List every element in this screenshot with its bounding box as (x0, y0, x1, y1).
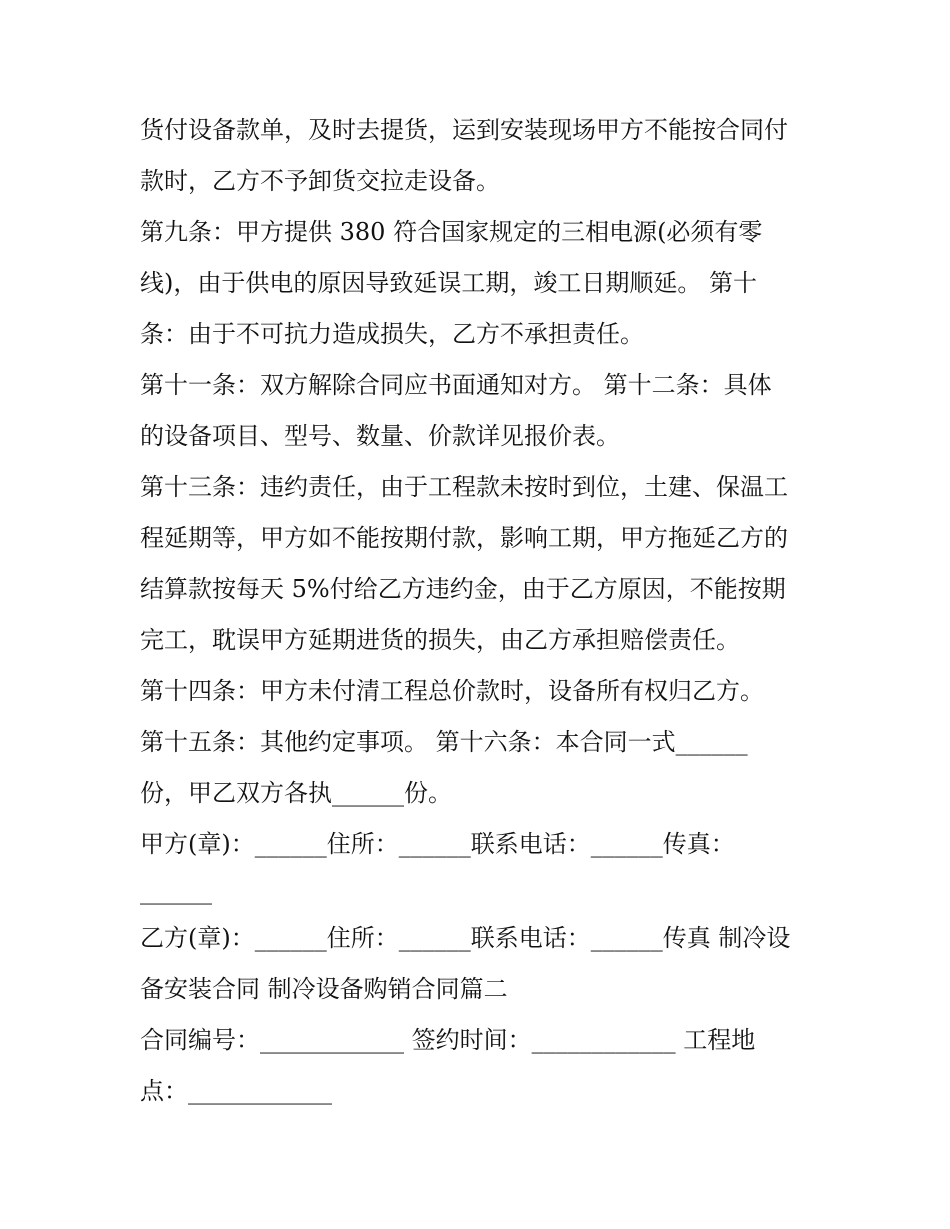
text-line: 第九条：甲方提供 380 符合国家规定的三相电源(必须有零 (140, 218, 763, 246)
text-line: 款时，乙方不予卸货交拉走设备。 (140, 167, 500, 195)
text-line: 线)，由于供电的原因导致延误工期，竣工日期顺延。 第十 (140, 269, 757, 297)
text-line: 第十三条：违约责任，由于工程款未按时到位，土建、保温工 (140, 473, 788, 501)
text-line: 第十五条：其他约定事项。 第十六条：本合同一式______ (140, 728, 748, 756)
text-line: 结算款按每天 5%付给乙方违约金，由于乙方原因，不能按期 (140, 575, 786, 603)
text-line: 第十四条：甲方未付清工程总价款时，设备所有权归乙方。 (140, 677, 764, 705)
contract-text (140, 105, 820, 1117)
text-line: 乙方(章)：______住所：______联系电话：______传真 制冷设 (140, 924, 791, 952)
text-line: 点：____________ (140, 1077, 332, 1105)
text-line: 的设备项目、型号、数量、价款详见报价表。 (140, 422, 620, 450)
text-line: 合同编号：____________ 签约时间：____________ 工程地 (140, 1026, 756, 1054)
text-line: 条：由于不可抗力造成损失，乙方不承担责任。 (140, 320, 644, 348)
text-line: 甲方(章)：______住所：______联系电话：______传真： (140, 830, 735, 858)
text-line: 备安装合同 制冷设备购销合同篇二 (140, 975, 508, 1003)
text-line: 货付设备款单，及时去提货，运到安装现场甲方不能按合同付 (140, 116, 788, 144)
text-line: 第十一条：双方解除合同应书面通知对方。 第十二条：具体 (140, 371, 772, 399)
text-line: 程延期等，甲方如不能按期付款，影响工期，甲方拖延乙方的 (140, 524, 788, 552)
text-line: 份，甲乙双方各执______份。 (140, 779, 452, 807)
text-line: 完工，耽误甲方延期进货的损失，由乙方承担赔偿责任。 (140, 626, 740, 654)
text-line: ______ (140, 877, 212, 905)
